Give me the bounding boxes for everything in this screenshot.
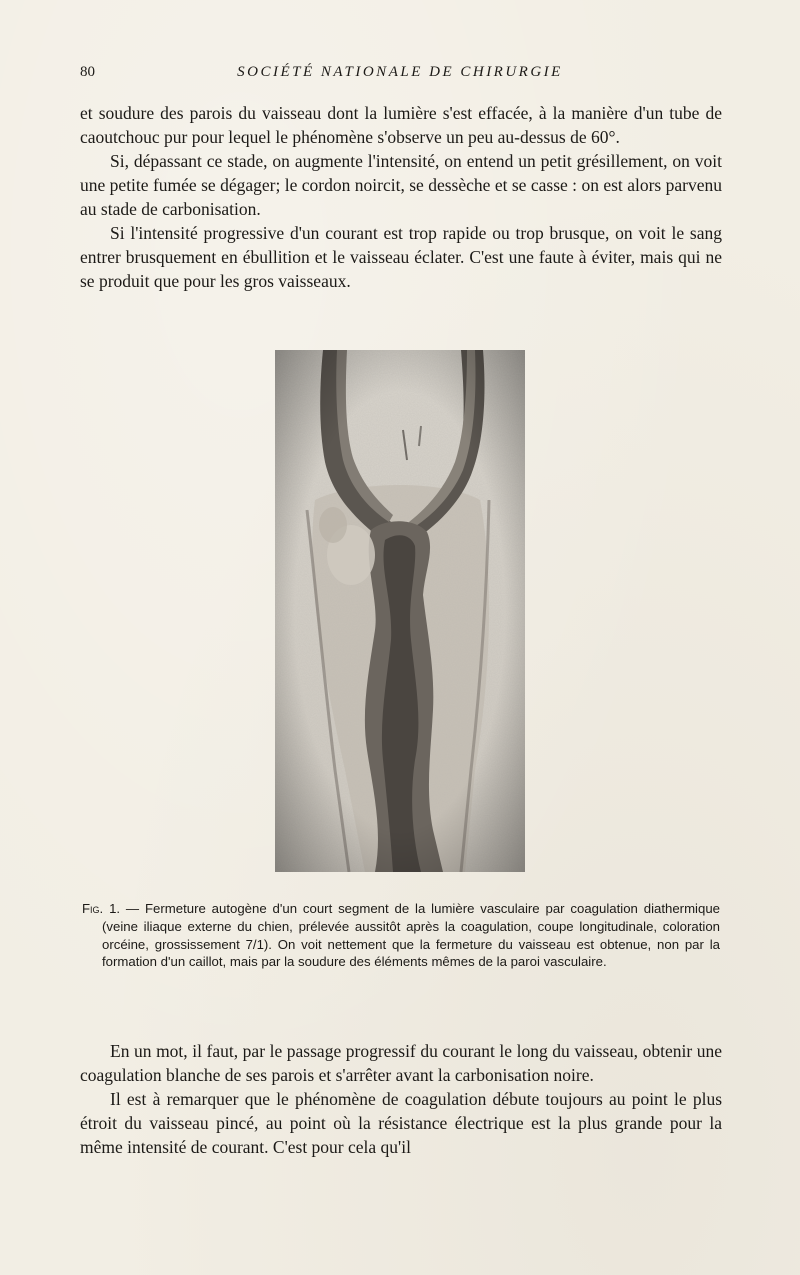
paragraph: et soudure des parois du vaisseau dont la lumière s'est effacée, à la manière d'un tube de caoutchouc pur pour lequel le phénomène s'observe un peu au-dessus de 60°. <box>80 103 722 147</box>
paragraph: Si l'intensité progressive d'un courant est trop rapide ou trop brusque, on voit le sang entrer brusquement en ébullition et le vaisseau éclater. C'est une faute à éviter, mais qui ne se produit que pour les gros vaisseaux. <box>80 223 722 291</box>
body-text-top <box>80 101 722 293</box>
micrograph-image <box>275 350 525 872</box>
body-text-bottom <box>80 1039 722 1159</box>
paragraph: En un mot, il faut, par le passage progressif du courant le long du vaisseau, obtenir une coagulation blanche de ses parois et s'arrêter avant la carbonisation noire. <box>80 1041 722 1085</box>
page-number: 80 <box>80 64 95 80</box>
figure-micrograph <box>275 350 525 872</box>
journal-title: SOCIÉTÉ NATIONALE DE CHIRURGIE <box>237 64 563 80</box>
paragraph: Si, dépassant ce stade, on augmente l'intensité, on entend un petit grésillement, on voit une petite fumée se dégager; le cordon noircit, se dessèche et se casse : on est alors parvenu au stade de carbonisation. <box>80 151 722 219</box>
figure-label: Fig. 1. <box>82 901 121 916</box>
running-head <box>80 64 720 84</box>
paragraph: Il est à remarquer que le phénomène de coagulation débute toujours au point le plus étroit du vaisseau pincé, au point où la résistance électrique est la plus grande pour la même intensité de courant. C'est pour cela qu'il <box>80 1089 722 1157</box>
figure-caption <box>82 900 720 971</box>
figure-caption-text: — Fermeture autogène d'un court segment de la lumière vasculaire par coagulation diathermique (veine iliaque externe du chien, prélevée aussitôt après la coagulation, coupe longitudinale, coloration orcéine, grossissement 7/1). On voit nettement que la fermeture du vaisseau est obtenue, non par la formation d'un caillot, mais par la soudure des éléments mêmes de la paroi vasculaire. <box>102 901 720 970</box>
